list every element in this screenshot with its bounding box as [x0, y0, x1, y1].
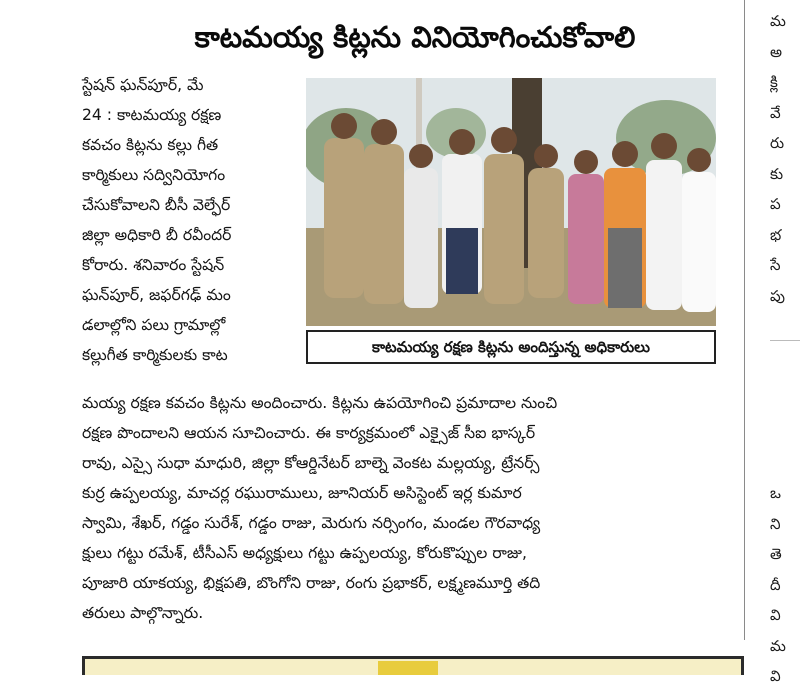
- snippet-line: రు: [770, 134, 785, 152]
- adjacent-divider: [770, 340, 800, 341]
- snippet-line: సే: [770, 256, 781, 274]
- advertisement-box: [82, 656, 744, 675]
- column-divider: [744, 0, 745, 640]
- snippet-line: తె: [770, 545, 782, 563]
- snippet-line: ప: [770, 195, 781, 213]
- photo-caption: కాటమయ్య రక్షణ కిట్లను అందిస్తున్న అధికారులు: [306, 330, 716, 364]
- snippet-line: పు: [770, 286, 785, 305]
- snippet-line: క్లి: [770, 73, 778, 91]
- body-line: పూజారి యాకయ్య, భిక్షపతి, బొంగోని రాజు, రంగు ప్రభాకర్, లక్ష్మణమూర్తి తది: [82, 574, 541, 592]
- body-line: రక్షణ పొందాలని ఆయన సూచించారు. ఈ కార్యక్రమంలో ఎక్సైజ్ సీఐ భాస్కర్: [82, 424, 536, 442]
- lead-line: చేసుకోవాలని బీసీ వెల్ఫేర్: [82, 196, 231, 214]
- lead-line: స్టేషన్ ఘన్‌పూర్, మే: [82, 76, 204, 94]
- snippet-line: అ: [770, 42, 783, 61]
- lead-line: కవచం కిట్లను కల్లు గీత: [82, 136, 219, 154]
- body-line: రావు, ఎస్సై సుధా మాధురి, జిల్లా కోఆర్డినేటర్ బాల్నె వెంకట మల్లయ్య, ట్రేనర్స్: [82, 454, 540, 472]
- adjacent-article-bottom: [770, 478, 800, 692]
- body-line: స్వామి, శేఖర్, గడ్డం సురేశ్, గడ్డం రాజు, మెరుగు నర్సింగం, మండల గౌరవాధ్య: [82, 514, 541, 532]
- article-lead-column: [82, 70, 300, 370]
- lead-line: డలాల్లోని పలు గ్రామాల్లో: [82, 316, 226, 334]
- snippet-line: కు: [770, 164, 784, 183]
- lead-line: కల్లుగీత కార్మికులకు కాట: [82, 346, 228, 364]
- lead-line: ఘన్‌పూర్, జఫర్‌గఢ్ మం: [82, 286, 231, 304]
- snippet-line: వి: [770, 667, 781, 685]
- article-body: [82, 388, 716, 628]
- snippet-line: వే: [770, 103, 781, 122]
- snippet-line: మ: [770, 12, 786, 30]
- snippet-line: మ: [770, 636, 786, 655]
- news-photo: [306, 78, 716, 326]
- ad-graphic: [378, 661, 438, 675]
- lead-line: జిల్లా అధికారి బీ రవీందర్: [82, 226, 232, 244]
- lead-line: కోరారు. శనివారం స్టేషన్: [82, 256, 225, 274]
- headline: కాటమయ్య కిట్లను వినియోగించుకోవాలి: [194, 20, 636, 54]
- snippet-line: ని: [770, 514, 781, 533]
- lead-line: కార్మికులు సద్వినియోగం: [82, 166, 226, 184]
- body-line: తరులు పాల్గొన్నారు.: [82, 604, 204, 622]
- snippet-line: భ: [770, 225, 782, 244]
- body-line: క్షులు గట్టు రమేశ్, టీసీఎస్ అధ్యక్షులు గట్టు ఉప్పలయ్య, కోరుకొప్పుల రాజు,: [82, 544, 527, 562]
- body-line: మయ్య రక్షణ కవచం కిట్లను అందించారు. కిట్లను ఉపయోగించి ప్రమాదాల నుంచి: [82, 394, 558, 412]
- snippet-line: వి: [770, 606, 781, 624]
- snippet-line: దీ: [770, 575, 781, 594]
- previous-article-strip: [70, 0, 750, 8]
- lead-line: 24 : కాటమయ్య రక్షణ: [82, 106, 222, 124]
- snippet-line: ఒ: [770, 484, 781, 502]
- body-line: కుర్ర ఉప్పలయ్య, మాచర్ల రఘురాములు, జూనియర్ అసిస్టెంట్ ఇర్ల కుమార: [82, 484, 522, 502]
- adjacent-article-top: [770, 6, 800, 311]
